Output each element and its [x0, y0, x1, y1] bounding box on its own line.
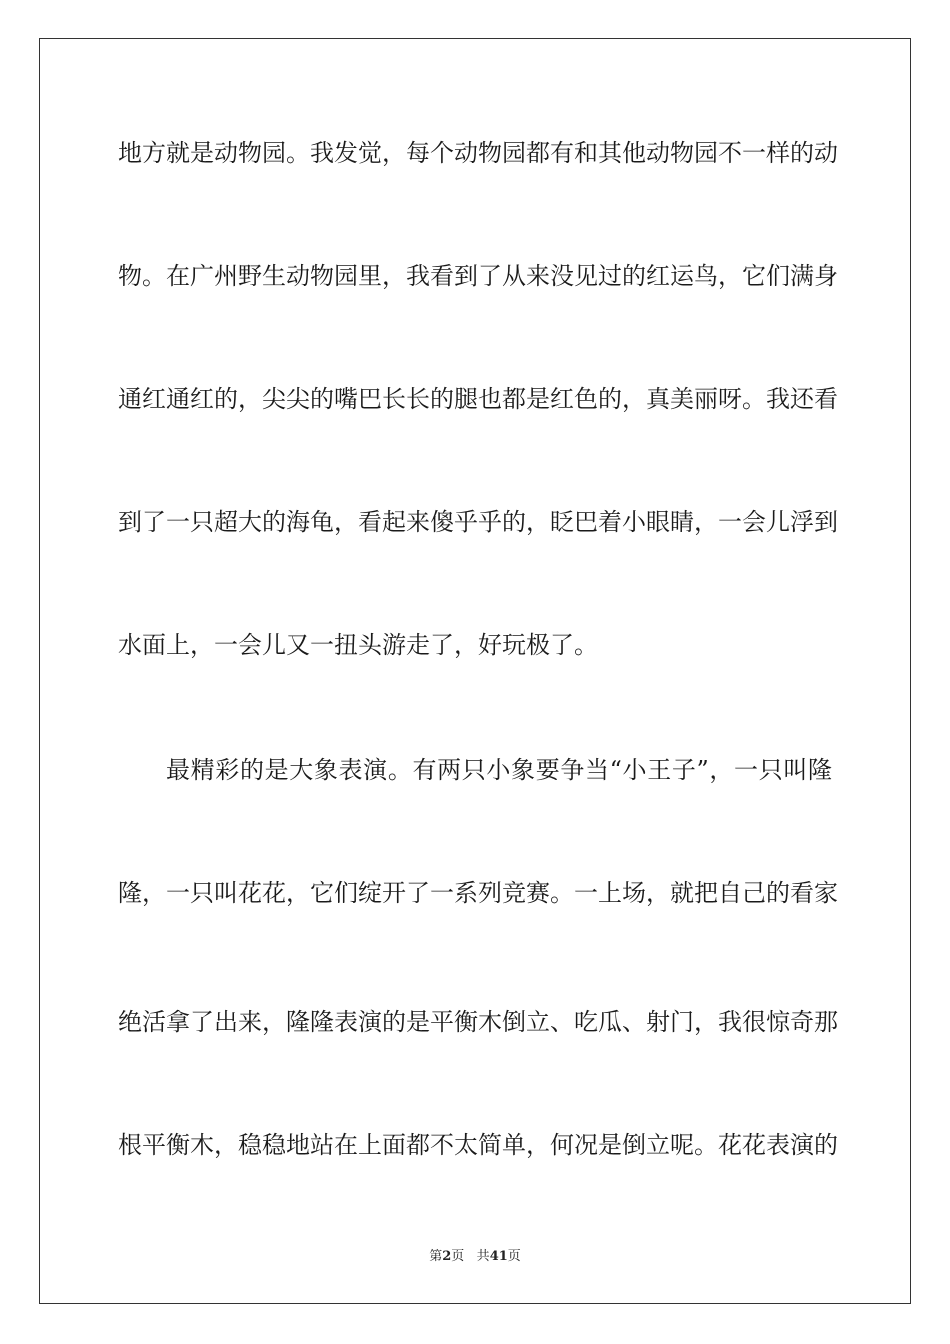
text-line-7: 隆，一只叫花花，它们绽开了一系列竞赛。一上场，就把自己的看家	[118, 879, 838, 907]
text-line-1: 地方就是动物园。我发觉，每个动物园都有和其他动物园不一样的动	[118, 139, 838, 167]
text-line-4: 到了一只超大的海龟，看起来傻乎乎的，眨巴着小眼睛，一会儿浮到	[118, 508, 838, 536]
text-line-6-paragraph-start: 最精彩的是大象表演。有两只小象要争当“小王子”，一只叫隆	[166, 756, 832, 784]
text-line-9: 根平衡木，稳稳地站在上面都不太简单，何况是倒立呢。花花表演的	[118, 1131, 838, 1159]
text-line-5: 水面上，一会儿又一扭头游走了，好玩极了。	[118, 631, 598, 659]
footer-prefix: 第	[429, 1249, 443, 1264]
text-line-8: 绝活拿了出来，隆隆表演的是平衡木倒立、吃瓜、射门，我很惊奇那	[118, 1008, 838, 1036]
footer-total-pages: 41	[489, 1249, 508, 1264]
footer-total-suffix: 页	[507, 1249, 521, 1264]
page-footer	[0, 1248, 950, 1266]
text-line-2: 物。在广州野生动物园里，我看到了从来没见过的红运鸟，它们满身	[118, 262, 838, 290]
text-line-3: 通红通红的，尖尖的嘴巴长长的腿也都是红色的，真美丽呀。我还看	[118, 385, 838, 413]
footer-current-page: 2	[442, 1249, 452, 1264]
page-border	[39, 38, 911, 1304]
footer-total-prefix: 共	[476, 1249, 490, 1264]
footer-page-suffix: 页	[451, 1249, 465, 1264]
